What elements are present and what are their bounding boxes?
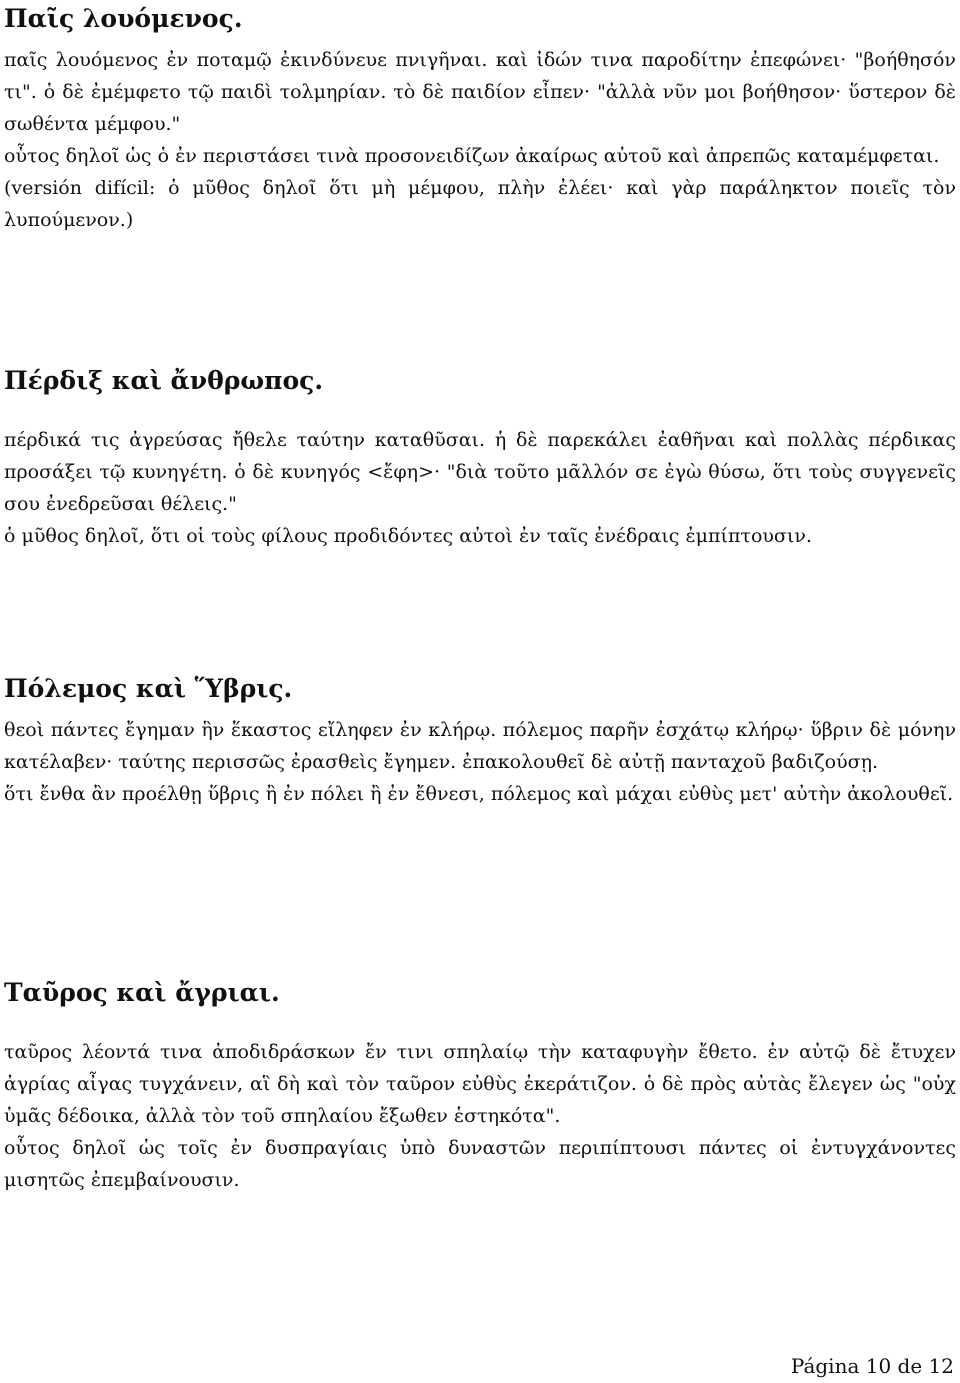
paragraph: θεοὶ πάντες ἔγημαν ἣν ἕκαστος εἴληφεν ἐν κλήρῳ. πόλεμος παρῆν ἐσχάτῳ κλήρῳ· ὕβριν δὲ μόνην κατέλαβεν· ταύτης περισσῶς ἐρασθεὶς ἔγημεν. ἐπακολουθεῖ δὲ αὐτῇ πανταχοῦ βαδιζούσῃ. xyxy=(4,719,956,773)
fable-section-3 xyxy=(4,672,956,810)
fable-section-1 xyxy=(4,2,956,236)
section-title: Πόλεμος καὶ Ὕβρις. xyxy=(4,674,293,703)
section-title: Πέρδιξ καὶ ἄνθρωπος. xyxy=(4,366,324,395)
paragraph: (versión difícil: ὁ μῦθος δηλοῖ ὅτι μὴ μέμφου, πλὴν ἐλέει· καὶ γὰρ παράληκτον ποιεῖς τὸν λυπούμενον.) xyxy=(4,177,956,231)
paragraph: πέρδικά τις ἀγρεύσας ἤθελε ταύτην καταθῦσαι. ἡ δὲ παρεκάλει ἐαθῆναι καὶ πολλὰς πέρδικας προσάξει τῷ κυνηγέτη. ὁ δὲ κυνηγός <ἔφη>· "διὰ τοῦτο μᾶλλόν σε ἐγὼ θύσω, ὅτι τοὺς συγγενεῖς σου ἐνεδρεῦσαι θέλεις." xyxy=(4,429,956,515)
paragraph: οὗτος δηλοῖ ὡς τοῖς ἐν δυσπραγίαις ὑπὸ δυναστῶν περιπίπτουσι πάντες οἱ ἐντυγχάνοντες μισητῶς ἐπεμβαίνουσιν. xyxy=(4,1137,956,1191)
paragraph: ταῦρος λέοντά τινα ἀποδιδράσκων ἔν τινι σπηλαίῳ τὴν καταφυγὴν ἔθετο. ἐν αὐτῷ δὲ ἔτυχεν ἀγρίας αἶγας τυγχάνειν, αἳ δὴ καὶ τὸν ταῦρον εὐθὺς ἐκεράτιζον. ὁ δὲ πρὸς αὐτὰς ἔλεγεν ὡς "οὐχ ὑμᾶς δέδοικα, ἀλλὰ τὸν τοῦ σπηλαίου ἔξωθεν ἑστηκότα". xyxy=(4,1041,956,1127)
paragraph: ὅτι ἔνθα ἂν προέλθῃ ὕβρις ἢ ἐν πόλει ἢ ἐν ἔθνεσι, πόλεμος καὶ μάχαι εὐθὺς μετ' αὐτὴν ἀκολουθεῖ. xyxy=(4,783,954,805)
paragraph: ὁ μῦθος δηλοῖ, ὅτι οἱ τοὺς φίλους προδιδόντες αὐτοὶ ἐν ταῖς ἐνέδραις ἐμπίπτουσιν. xyxy=(4,525,812,547)
fable-section-2 xyxy=(4,364,956,552)
section-title: Παῖς λουόμενος. xyxy=(4,4,243,33)
section-title: Ταῦρος καὶ ἄγριαι. xyxy=(4,978,280,1007)
page-number: Página 10 de 12 xyxy=(790,1354,954,1378)
paragraph: οὗτος δηλοῖ ὡς ὁ ἐν περιστάσει τινὰ προσονειδίζων ἀκαίρως αὐτοῦ καὶ ἀπρεπῶς καταμέμφεται. xyxy=(4,145,940,167)
fable-section-4 xyxy=(4,976,956,1196)
paragraph: παῖς λουόμενος ἐν ποταμῷ ἐκινδύνευε πνιγῆναι. καὶ ἰδών τινα παροδίτην ἐπεφώνει· "βοήθησόν τι". ὁ δὲ ἐμέμφετο τῷ παιδὶ τολμηρίαν. τὸ δὲ παιδίον εἶπεν· "ἀλλὰ νῦν μοι βοήθησον· ὕστερον δὲ σωθέντα μέμφου." xyxy=(4,49,956,135)
